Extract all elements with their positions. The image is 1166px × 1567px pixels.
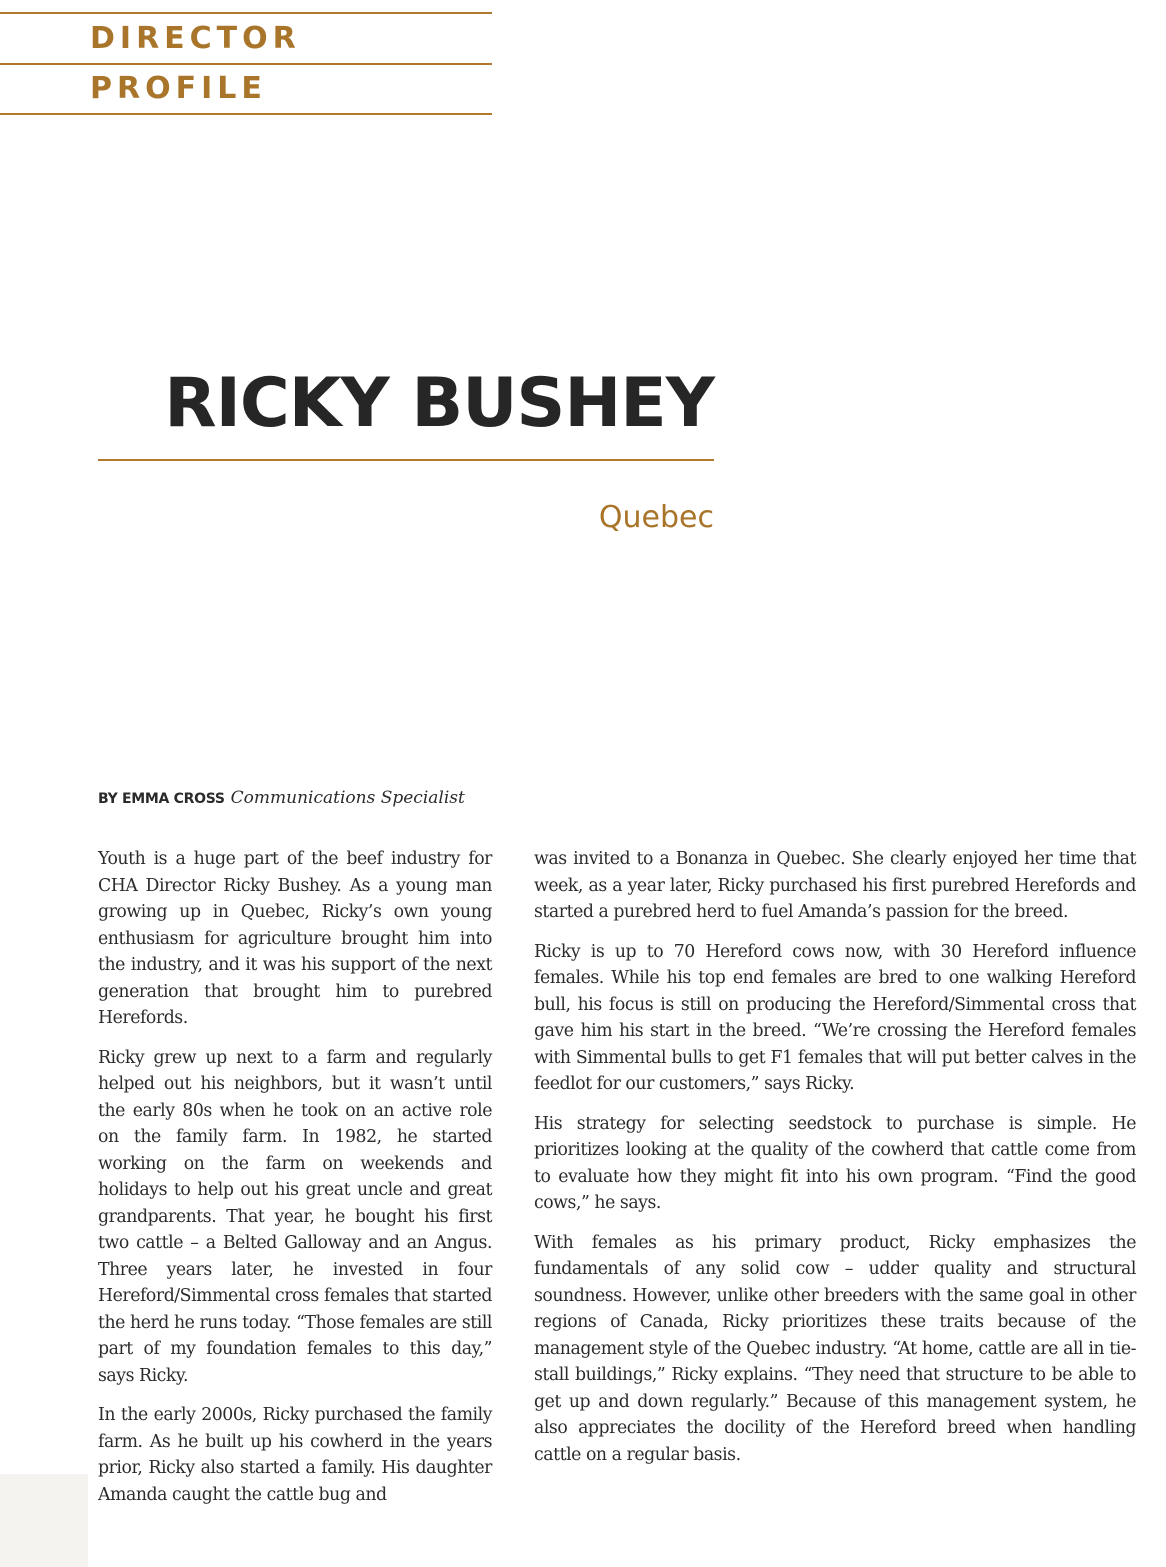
byline (98, 786, 465, 811)
article-column-left (98, 846, 492, 1521)
profile-name: RICKY BUSHEY (164, 364, 714, 443)
article-column-right (534, 846, 1136, 1481)
article-paragraph: Youth is a huge part of the beef industry for CHA Director Ricky Bushey. As a young man growing up in Quebec, Ricky’s own young enthusiasm for agriculture brought him into the industry, and it was his support of the next generation that brought him to purebred Herefords. (98, 849, 492, 1028)
byline-author: BY EMMA CROSS (98, 791, 225, 807)
article-paragraph: In the early 2000s, Ricky purchased the family farm. As he built up his cowherd in the years prior, Ricky also started a family. His daughter Amanda caught the cattle bug and (98, 1405, 492, 1505)
section-kicker-line-1: DIRECTOR (90, 21, 301, 56)
article-paragraph: His strategy for selecting seedstock to purchase is simple. He prioritizes looking at the quality of the cowherd that cattle come from to evaluate how they might fit into his own program. “Find the good cows,” he says. (534, 1113, 1136, 1213)
article-paragraph: With females as his primary product, Ricky emphasizes the fundamentals of any solid cow – udder quality and structural soundness. However, unlike other breeders with the same goal in other regions of Canada, Ricky prioritizes these traits because of the management style of the Quebec industry. “At home, cattle are all in tie-stall buildings,” Ricky explains. “They need that structure to be able to get up and down regularly.” Because of this management system, he also appreciates the docility of the Hereford breed when handling cattle on a regular basis. (534, 1232, 1136, 1465)
header-rule-bottom (0, 113, 492, 115)
header-rule-top (0, 12, 492, 14)
header-rule-middle (0, 63, 492, 65)
title-underline (98, 459, 714, 461)
byline-role: Communications Specialist (230, 788, 465, 808)
article-paragraph: Ricky grew up next to a farm and regularly helped out his neighbors, but it wasn’t until the early 80s when he took on an active role on the family farm. In 1982, he started working on the farm on weekends and holidays to help out his great uncle and great grandparents. That year, he bought his first two cattle – a Belted Galloway and an Angus. Three years later, he invested in four Hereford/Simmental cross females that started the herd he runs today. “Those females are still part of my foundation females to this day,” says Ricky. (98, 1047, 492, 1386)
page-corner-tint (0, 1474, 88, 1567)
section-kicker-line-2: PROFILE (90, 71, 267, 106)
article-paragraph: Ricky is up to 70 Hereford cows now, with 30 Hereford influence females. While his top end females are bred to one walking Hereford bull, his focus is still on producing the Hereford/Simmental cross that gave him his start in the breed. “We’re crossing the Hereford females with Simmental bulls to get F1 females that will put better calves in the feedlot for our customers,” says Ricky. (534, 941, 1136, 1094)
article-paragraph: was invited to a Bonanza in Quebec. She clearly enjoyed her time that week, as a year later, Ricky purchased his first purebred Herefords and started a purebred herd to fuel Amanda’s passion for the breed. (534, 849, 1136, 922)
profile-region: Quebec (598, 500, 714, 535)
